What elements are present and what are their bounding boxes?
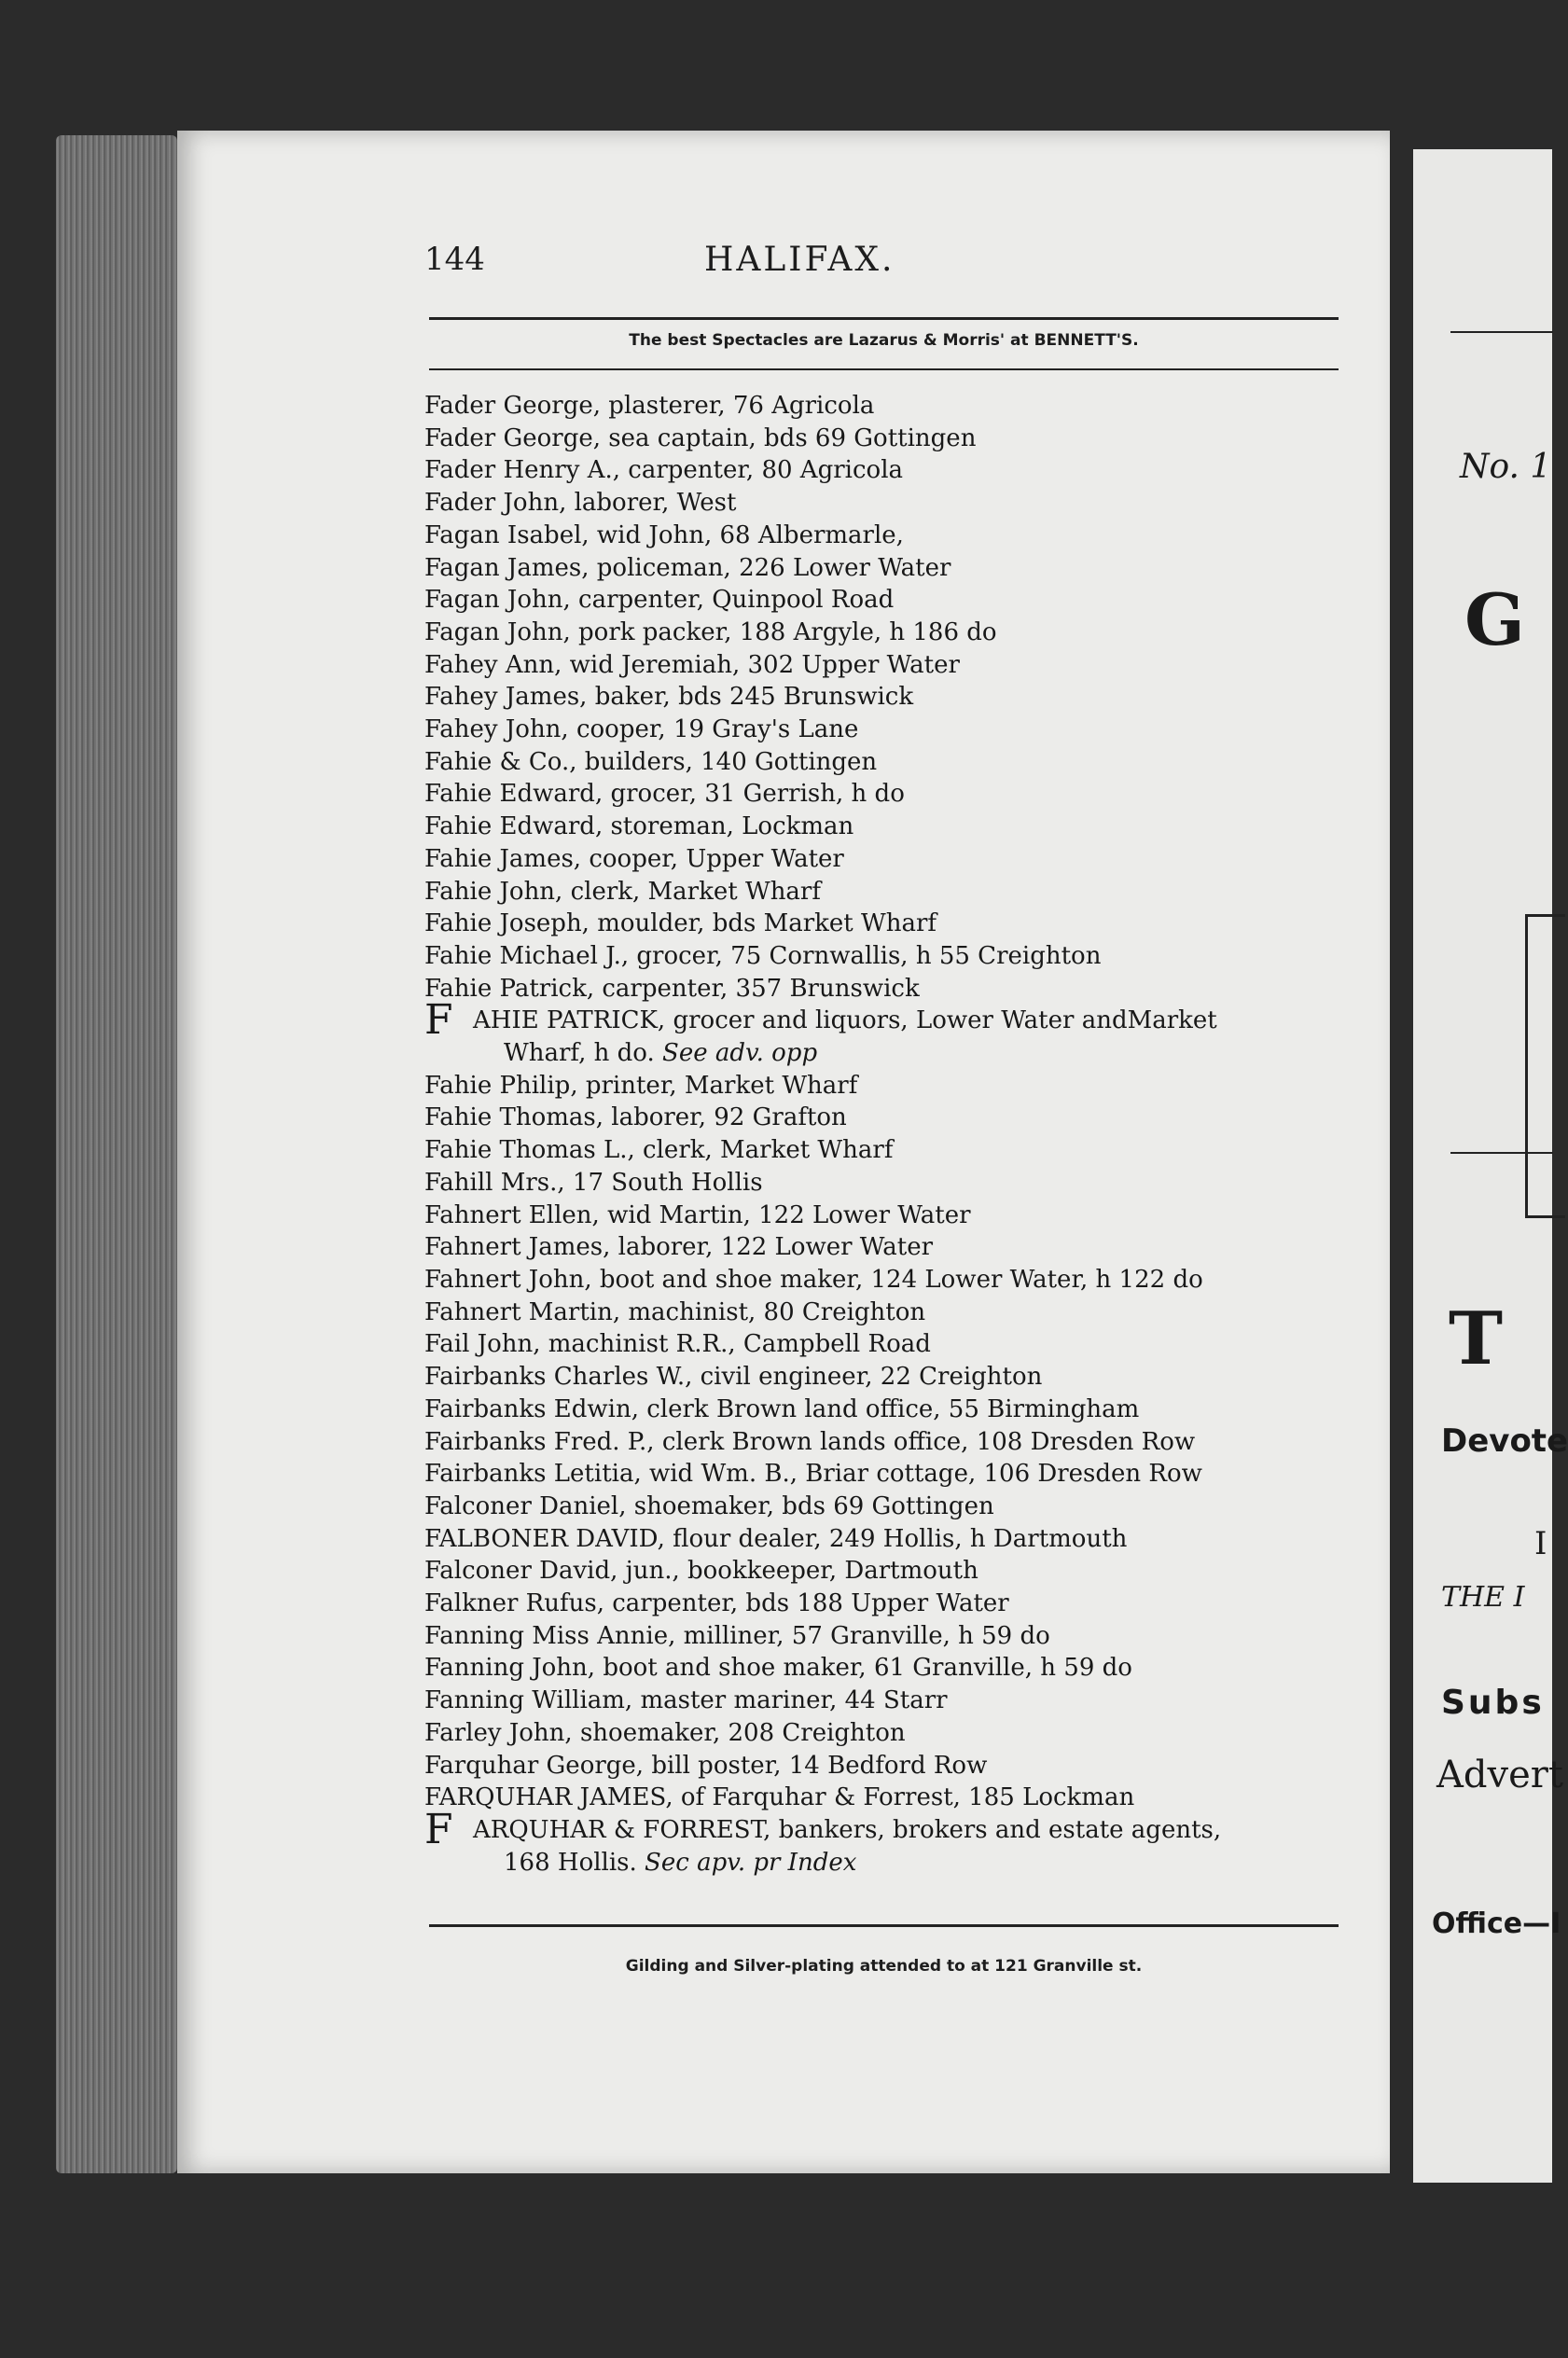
featured-continuation-text: 168 Hollis. — [504, 1848, 637, 1877]
directory-entry: Fahnert James, laborer, 122 Lower Water — [424, 1233, 934, 1262]
header-rule-top — [429, 317, 1339, 320]
directory-entry: Fanning Miss Annie, milliner, 57 Granville, h 59 do — [424, 1621, 1050, 1650]
directory-entry: FARQUHAR JAMES, of Farquhar & Forrest, 185 Lockman — [424, 1783, 1135, 1812]
directory-entry: Fairbanks Edwin, clerk Brown land office, 55 Birmingham — [424, 1394, 1140, 1423]
opposite-fragment: G — [1464, 578, 1525, 661]
directory-entry: Falkner Rufus, carpenter, bds 188 Upper Water — [424, 1589, 1009, 1618]
opposite-fragment: THE I — [1441, 1581, 1525, 1614]
directory-entry: Fanning William, master mariner, 44 Starr — [424, 1686, 948, 1715]
header-rule-bottom — [429, 368, 1339, 370]
directory-entry: Fahie Patrick, carpenter, 357 Brunswick — [424, 974, 920, 1003]
directory-entry: Fahie Philip, printer, Market Wharf — [424, 1071, 858, 1100]
directory-entry: Fahie James, cooper, Upper Water — [424, 844, 844, 873]
directory-entry: Fanning John, boot and shoe maker, 61 Granville, h 59 do — [424, 1654, 1132, 1683]
advert-reference: See adv. opp — [662, 1039, 818, 1068]
directory-entry: Fahie & Co., builders, 140 Gottingen — [424, 747, 878, 776]
directory-entry: Fahey John, cooper, 19 Gray's Lane — [424, 715, 859, 744]
opposite-fragment: Office—I — [1432, 1907, 1561, 1940]
directory-entry: Fairbanks Fred. P., clerk Brown lands office, 108 Dresden Row — [424, 1427, 1196, 1456]
directory-entry: Fahey Ann, wid Jeremiah, 302 Upper Water — [424, 650, 960, 679]
directory-entry: Fahnert Martin, machinist, 80 Creighton — [424, 1297, 926, 1326]
featured-continuation — [424, 1847, 1348, 1879]
directory-entry: Farley John, shoemaker, 208 Creighton — [424, 1718, 906, 1747]
directory-entry: Fader John, laborer, West — [424, 489, 737, 518]
directory-entry: Falconer Daniel, shoemaker, bds 69 Gottingen — [424, 1491, 994, 1520]
directory-entry: Farquhar George, bill poster, 14 Bedford Row — [424, 1751, 988, 1780]
directory-entry: Fairbanks Letitia, wid Wm. B., Briar cottage, 106 Dresden Row — [424, 1460, 1202, 1489]
directory-entry: Fail John, machinist R.R., Campbell Road — [424, 1330, 931, 1359]
directory-entry: Fagan James, policeman, 226 Lower Water — [424, 553, 951, 582]
directory-entry: Fahie John, clerk, Market Wharf — [424, 877, 821, 906]
directory-entry: Fader George, sea captain, bds 69 Gottingen — [424, 423, 977, 452]
engraving-illustration — [1525, 914, 1565, 1218]
opposite-fragment: No. 1 — [1460, 448, 1552, 486]
opposite-fragment: I — [1534, 1525, 1547, 1562]
opposite-fragment: Subs — [1441, 1684, 1545, 1722]
running-head — [424, 241, 1343, 287]
directory-entry: Fader Henry A., carpenter, 80 Agricola — [424, 456, 904, 485]
opposite-page — [1413, 149, 1568, 2183]
featured-entry-fahie-patrick — [424, 996, 1348, 1045]
directory-entry: Fairbanks Charles W., civil engineer, 22 Creighton — [424, 1363, 1043, 1392]
directory-entry: Fahill Mrs., 17 South Hollis — [424, 1168, 763, 1197]
featured-text: grocer and liquors, Lower Water andMarket — [665, 1006, 1217, 1035]
featured-continuation — [424, 1037, 1348, 1070]
directory-entry: Fahie Edward, storeman, Lockman — [424, 812, 854, 841]
opposite-rule — [1450, 1152, 1553, 1154]
featured-continuation-text: Wharf, h do. — [504, 1039, 655, 1068]
bottom-advertisement: Gilding and Silver-plating attended to at 121 Granville st. — [625, 1957, 1143, 1976]
opposite-fragment: Devote — [1441, 1422, 1568, 1460]
directory-entry: Fahie Thomas, laborer, 92 Grafton — [424, 1103, 847, 1132]
book-page-edges — [56, 135, 177, 2173]
directory-entry: Fahey James, baker, bds 245 Brunswick — [424, 683, 914, 712]
top-advertisement: The best Spectacles are Lazarus & Morris' at BENNETT'S. — [629, 331, 1139, 350]
page-title: HALIFAX. — [704, 241, 895, 279]
featured-entry-farquhar-forrest — [424, 1805, 1348, 1853]
drop-cap: F — [424, 1805, 453, 1853]
featured-name: ARQUHAR & FORREST, — [473, 1815, 771, 1844]
directory-entry: Fagan John, pork packer, 188 Argyle, h 186 do — [424, 617, 997, 646]
directory-entry: FALBONER DAVID, flour dealer, 249 Hollis, h Dartmouth — [424, 1524, 1128, 1553]
drop-cap: F — [424, 996, 453, 1045]
directory-entry: Fahie Joseph, moulder, bds Market Wharf — [424, 909, 937, 938]
directory-entry: Falconer David, jun., bookkeeper, Dartmouth — [424, 1557, 978, 1586]
directory-entry: Fader George, plasterer, 76 Agricola — [424, 392, 875, 420]
directory-entries — [424, 390, 1348, 1879]
advert-reference: Sec apv. pr Index — [645, 1848, 857, 1877]
directory-entry: Fahie Thomas L., clerk, Market Wharf — [424, 1136, 894, 1165]
footer-rule — [429, 1924, 1339, 1927]
page-number: 144 — [424, 241, 485, 278]
opposite-fragment: Advert — [1436, 1754, 1563, 1796]
featured-name: AHIE PATRICK, — [473, 1006, 666, 1035]
directory-entry: Fagan John, carpenter, Quinpool Road — [424, 586, 895, 615]
directory-entry: Fagan Isabel, wid John, 68 Albermarle, — [424, 520, 904, 549]
directory-entry: Fahie Michael J., grocer, 75 Cornwallis, h 55 Creighton — [424, 941, 1102, 970]
featured-text: bankers, brokers and estate agents, — [770, 1815, 1222, 1844]
directory-entry: Fahnert Ellen, wid Martin, 122 Lower Water — [424, 1200, 971, 1229]
opposite-fragment: T — [1449, 1297, 1504, 1381]
directory-entry: Fahnert John, boot and shoe maker, 124 Lower Water, h 122 do — [424, 1265, 1203, 1294]
opposite-rule — [1450, 331, 1553, 333]
directory-entry: Fahie Edward, grocer, 31 Gerrish, h do — [424, 780, 905, 809]
